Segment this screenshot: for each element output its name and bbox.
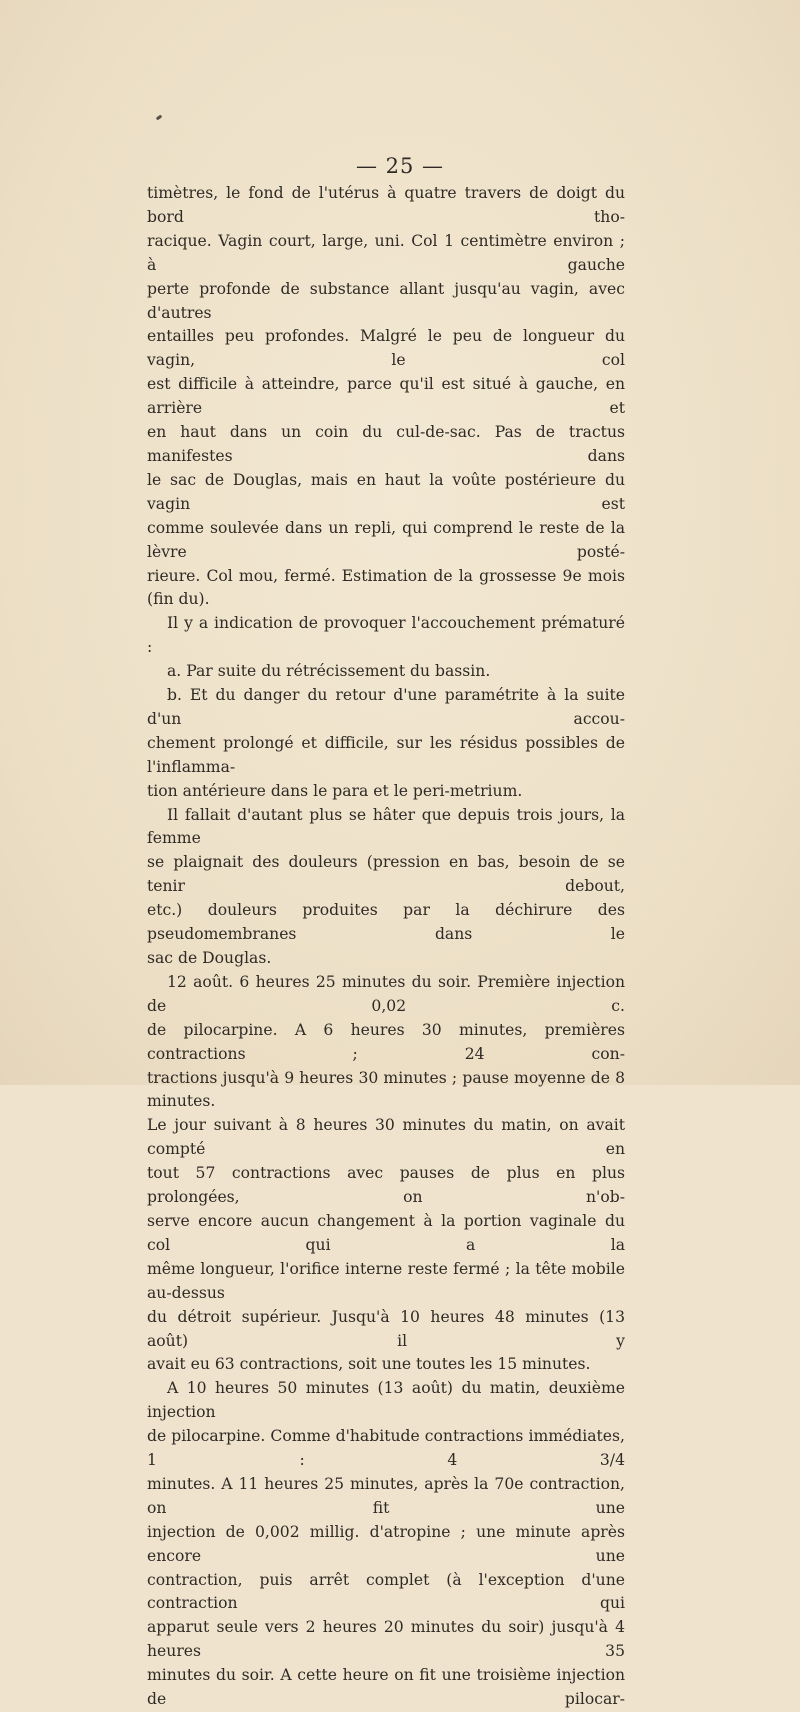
text-line: sac de Douglas. bbox=[147, 949, 272, 967]
text-line: avait eu 63 contractions, soit une toutes les 15 minutes. bbox=[147, 1355, 591, 1374]
text-line: tractions jusqu'à 9 heures 30 minutes ; pause moyenne de 8 minutes. bbox=[147, 1068, 625, 1111]
text-line: serve encore aucun changement à la portion vaginale du col qui a la bbox=[147, 1211, 625, 1254]
text-line: comme soulevée dans un repli, qui comprend le reste de la lèvre posté- bbox=[147, 518, 625, 561]
text-line: chement prolongé et difficile, sur les résidus possibles de l'inflamma- bbox=[147, 733, 625, 776]
body-text bbox=[147, 182, 625, 1712]
text-line: le sac de Douglas, mais en haut la voûte postérieure du vagin est bbox=[147, 470, 625, 513]
text-line: contraction, puis arrêt complet (à l'exception d'une contraction qui bbox=[147, 1570, 625, 1613]
text-line: apparut seule vers 2 heures 20 minutes du soir) jusqu'à 4 heures 35 bbox=[147, 1618, 625, 1661]
text-line: rieure. Col mou, fermé. Estimation de la grossesse 9e mois (fin du). bbox=[147, 566, 625, 609]
text-line: de pilocarpine. A 6 heures 30 minutes, premières contractions ; 24 con- bbox=[147, 1020, 625, 1063]
text-line: même longueur, l'orifice interne reste fermé ; la tête mobile au-dessus bbox=[147, 1259, 625, 1302]
text-line: perte profonde de substance allant jusqu'au vagin, avec d'autres bbox=[147, 279, 625, 322]
text-line: Il fallait d'autant plus se hâter que depuis trois jours, la femme bbox=[147, 805, 625, 848]
text-line: est difficile à atteindre, parce qu'il est situé à gauche, en arrière et bbox=[147, 375, 625, 418]
text-line: Le jour suivant à 8 heures 30 minutes du matin, on avait compté en bbox=[147, 1116, 625, 1159]
text-line: b. Et du danger du retour d'une paramétrite à la suite d'un accou- bbox=[147, 686, 625, 728]
text-line: 12 août. 6 heures 25 minutes du soir. Première injection de 0,02 c. bbox=[147, 972, 625, 1015]
text-line: racique. Vagin court, large, uni. Col 1 centimètre environ ; à gauche bbox=[147, 231, 625, 274]
page-number: — 25 — bbox=[355, 154, 445, 178]
text-line: A 10 heures 50 minutes (13 août) du matin, deuxième injection bbox=[147, 1379, 625, 1422]
ink-speck bbox=[156, 115, 163, 121]
text-line: a. Par suite du rétrécissement du bassin. bbox=[167, 662, 491, 681]
text-line: se plaignait des douleurs (pression en bas, besoin de se tenir debout, bbox=[147, 853, 625, 896]
text-line: en haut dans un coin du cul-de-sac. Pas de tractus manifestes dans bbox=[147, 423, 625, 465]
text-line: Il y a indication de provoquer l'accouchement prématuré : bbox=[147, 614, 625, 657]
text-line: tion antérieure dans le para et le peri-metrium. bbox=[147, 781, 523, 800]
text-line: timètres, le fond de l'utérus à quatre travers de doigt du bord tho- bbox=[147, 184, 625, 226]
text-line: de pilocarpine. Comme d'habitude contractions immédiates, 1 : 4 3/4 bbox=[147, 1427, 625, 1470]
text-line: entailles peu profondes. Malgré le peu de longueur du vagin, le col bbox=[147, 327, 625, 370]
text-line: tout 57 contractions avec pauses de plus en plus prolongées, on n'ob- bbox=[147, 1164, 625, 1207]
text-line: minutes du soir. A cette heure on fit une troisième injection de pilocar- bbox=[147, 1666, 625, 1709]
text-line: du détroit supérieur. Jusqu'à 10 heures 48 minutes (13 août) il y bbox=[147, 1307, 625, 1350]
text-line: injection de 0,002 millig. d'atropine ; une minute après encore une bbox=[147, 1522, 625, 1565]
text-line: minutes. A 11 heures 25 minutes, après la 70e contraction, on fit une bbox=[147, 1474, 625, 1517]
text-line: etc.) douleurs produites par la déchirure des pseudomembranes dans le bbox=[147, 901, 625, 944]
